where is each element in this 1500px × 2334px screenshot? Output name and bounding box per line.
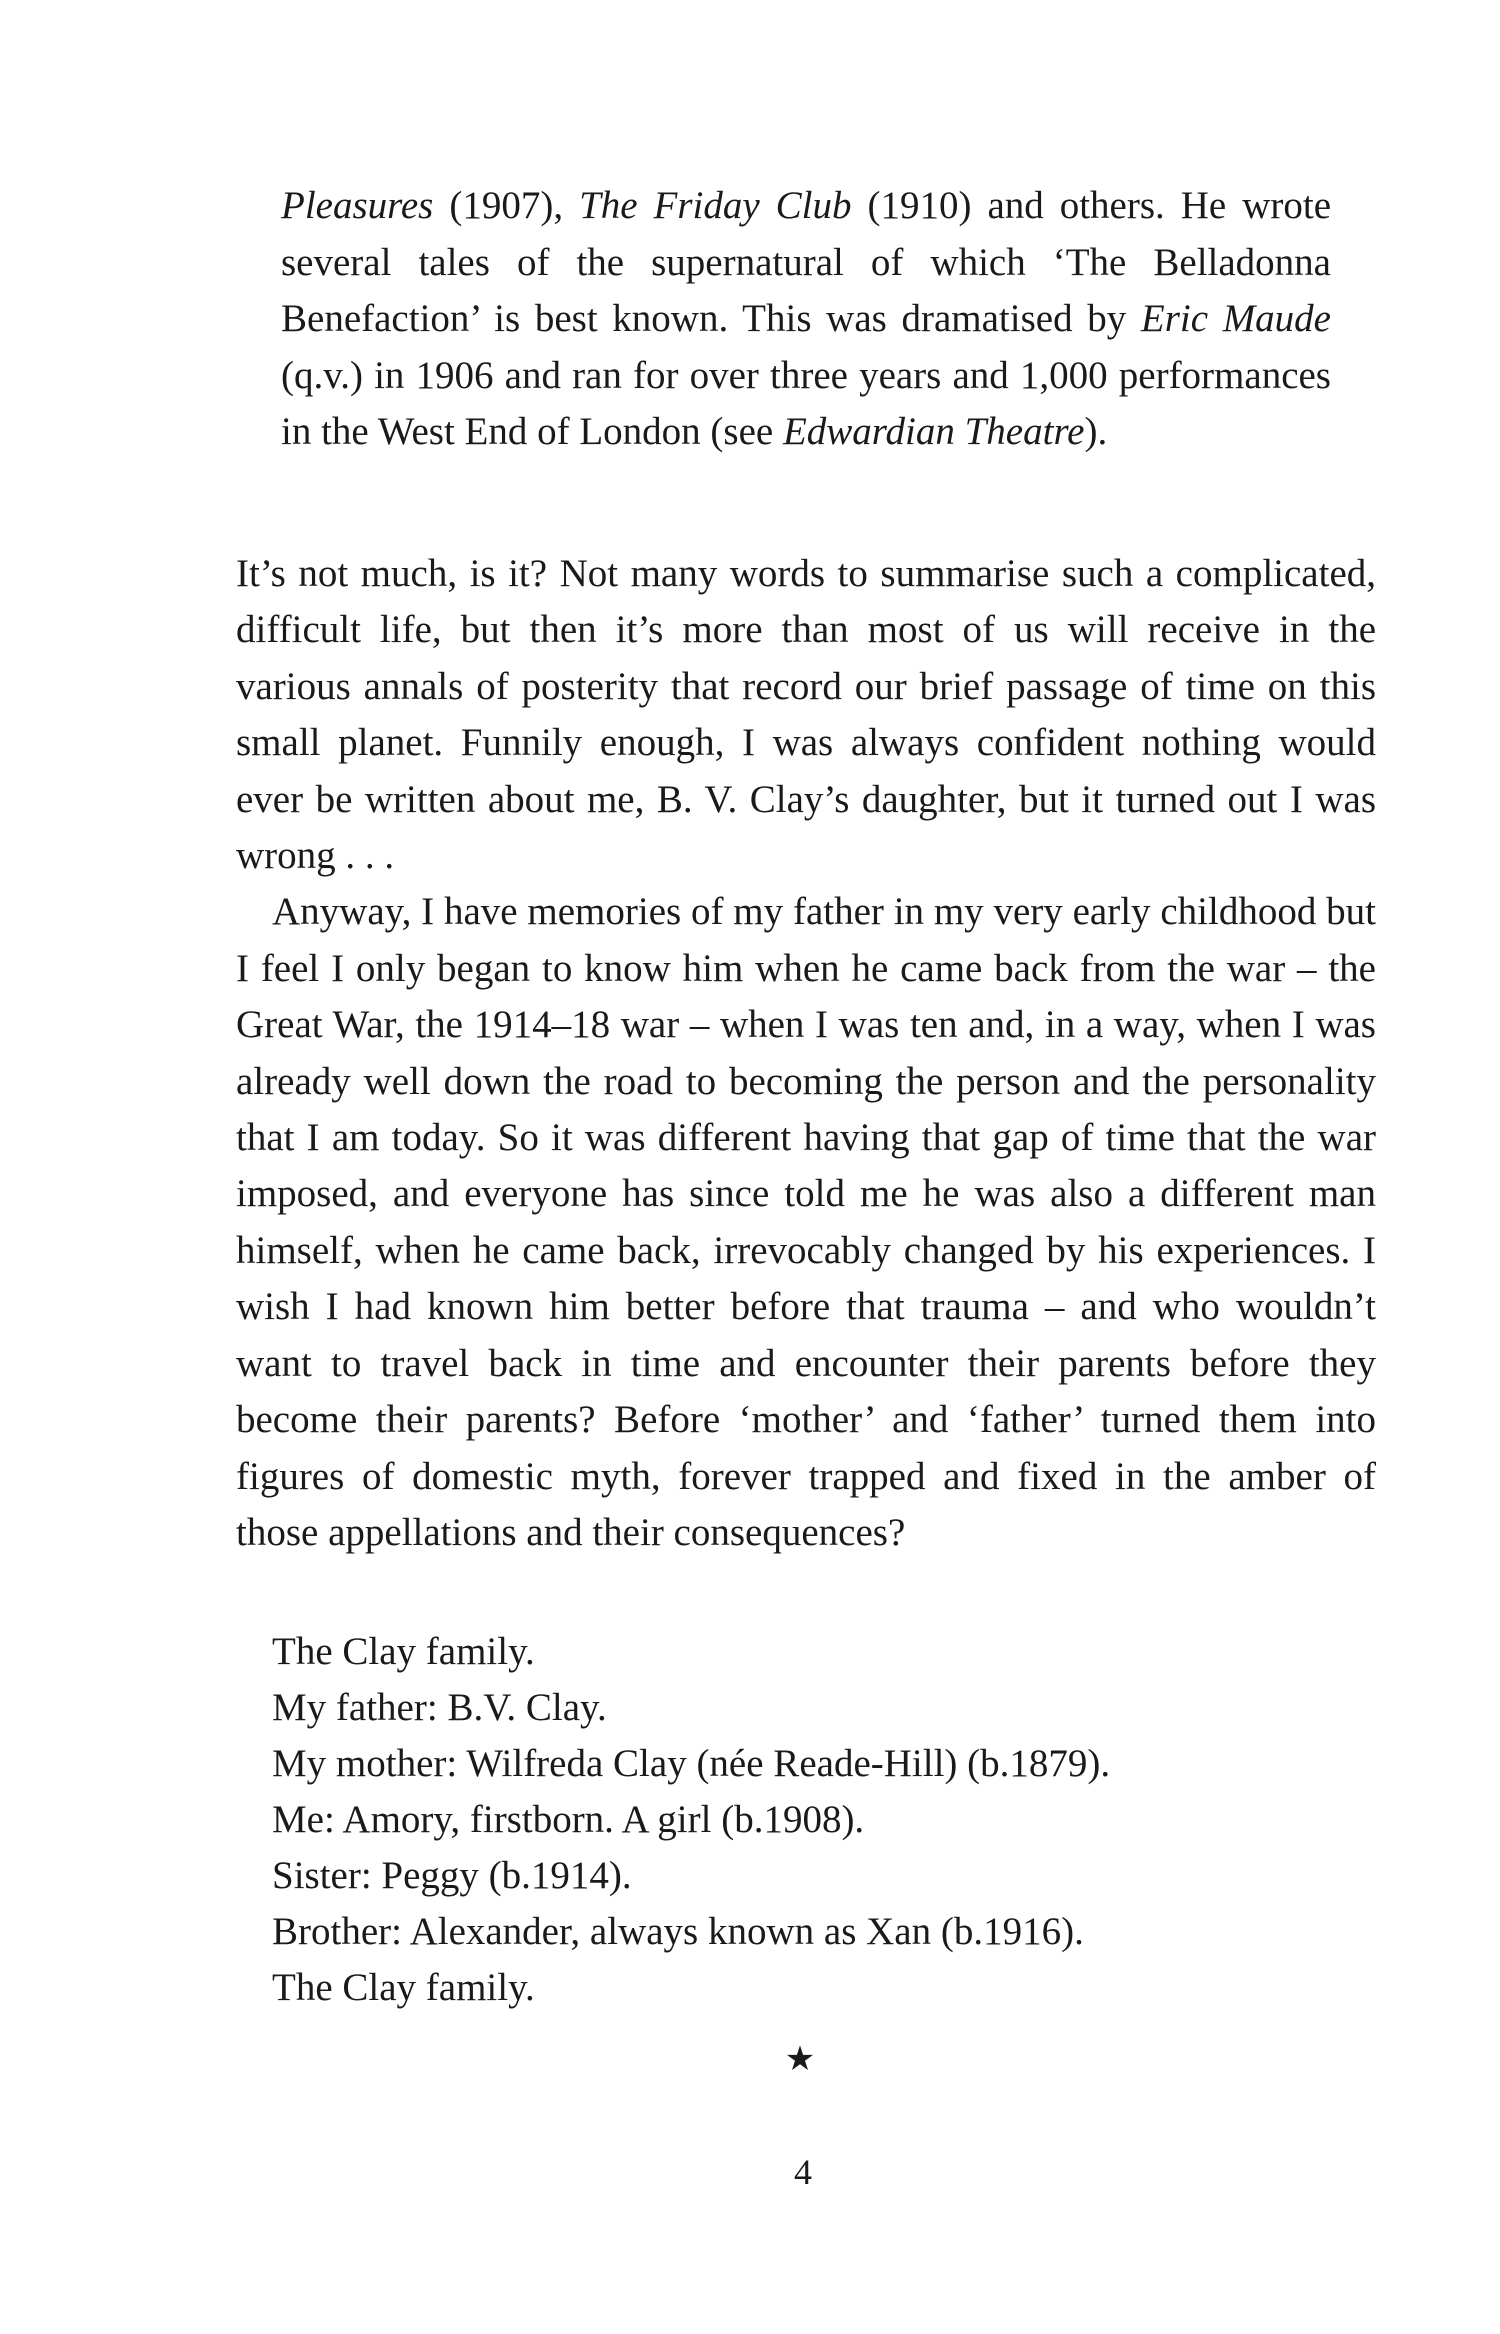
family-list-line: Brother: Alexander, always known as Xan (b.1916).	[272, 1910, 1084, 1953]
quote-title-friday-club: The Friday Club	[579, 184, 852, 227]
family-list-line: My mother: Wilfreda Clay (née Reade-Hill) (b.1879).	[272, 1742, 1111, 1785]
body-paragraph-1: It’s not much, is it? Not many words to summarise such a complicated, difficult life, but then it’s more than most of us will receive in the various annals of posterity that record our brief passage of time on this small planet. Funnily enough, I was always confident nothing would ever be written about me, B. V. Clay’s daughter, but it turned out I was wrong . . .	[236, 552, 1376, 878]
quote-title-pleasures: Pleasures	[281, 184, 434, 227]
body-text	[236, 546, 1376, 1561]
quote-text: (q.v.) in 1906 and ran for over three years and 1,000 performances in the West End of London (see	[281, 353, 1331, 453]
page-number: 4	[794, 2152, 812, 2192]
family-list-line: My father: B.V. Clay.	[272, 1686, 607, 1729]
family-list-line: The Clay family.	[272, 1630, 535, 1673]
quote-name-eric-maude: Eric Maude	[1140, 297, 1331, 340]
encyclopedia-quote	[281, 178, 1331, 461]
quote-text: (1910) and others. He wrote several tales of the supernatural of which ‘The Belladonna Benefaction’ is best known. This was dramatised by	[281, 184, 1332, 340]
family-list-line: The Clay family.	[272, 1966, 535, 2009]
family-list-line: Me: Amory, firstborn. A girl (b.1908).	[272, 1798, 865, 1841]
quote-text: ).	[1084, 410, 1108, 453]
family-list	[272, 1624, 1372, 2016]
quote-ref-edwardian-theatre: Edwardian Theatre	[782, 410, 1085, 453]
quote-paragraph	[281, 178, 1331, 461]
quote-text: (1907),	[433, 184, 580, 227]
section-break-star-icon: ★	[784, 2041, 816, 2078]
body-paragraph-2: Anyway, I have memories of my father in my very early childhood but I feel I only began to know him when he came back from the war – the Great War, the 1914–18 war – when I was ten and, in a way, when I was already well down the road to becoming the person and the personality that I am today. So it was different having that gap of time that the war imposed, and everyone has since told me he was also a different man himself, when he came back, irrevocably changed by his experiences. I wish I had known him better before that trauma – and who wouldn’t want to travel back in time and encounter their parents before they become their parents? Before ‘mother’ and ‘father’ turned them into figures of domestic myth, forever trapped and fixed in the amber of those appellations and their consequences?	[236, 890, 1376, 1554]
family-list-line: Sister: Peggy (b.1914).	[272, 1854, 632, 1897]
